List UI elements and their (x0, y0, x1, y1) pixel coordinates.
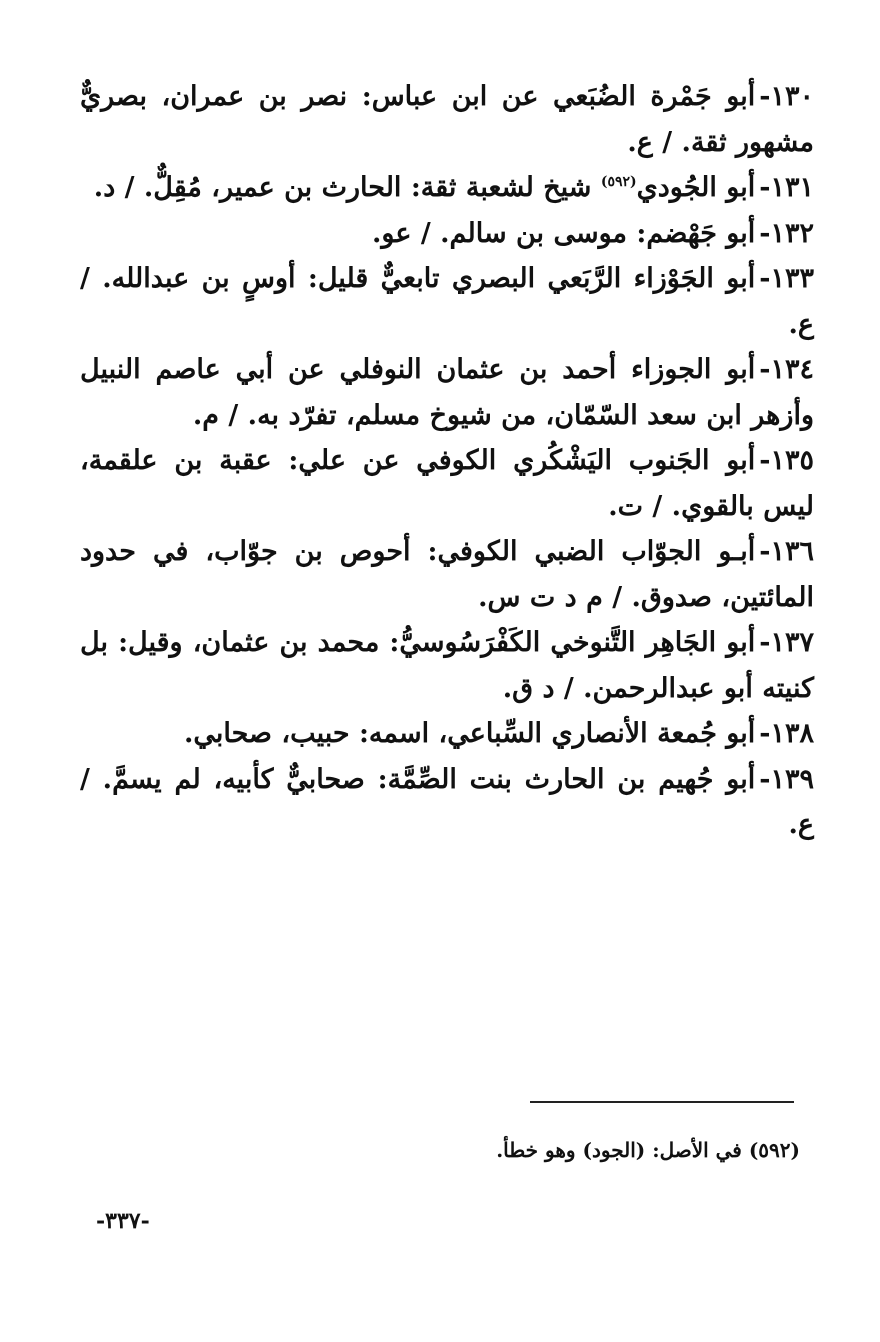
entry-number: ١٣٠- (759, 81, 814, 112)
entry-text-continued: شيخ لشعبة ثقة: الحارث بن عمير، مُقِلٌّ. / د. (93, 172, 601, 203)
entry-text: أبو الجَنوب اليَشْكُري الكوفي عن علي: عقبة بن علقمة، ليس بالقوي. / ت. (80, 445, 814, 522)
entry-number: ١٣١- (759, 172, 814, 203)
entries-list (80, 74, 814, 848)
entry-text: أبو الجَاهِر التَّنوخي الكَفْرَسُوسيُّ: محمد بن عثمان، وقيل: بل كنيته أبو عبدالرحمن. / د ق. (80, 627, 814, 704)
entry-137 (80, 620, 814, 711)
entry-text: أبو الجوزاء أحمد بن عثمان النوفلي عن أبي عاصم النبيل وأزهر ابن سعد السّمّان، من شيوخ مسلم، تفرّد به. / م. (80, 354, 814, 431)
footnote: (٥٩٢) في الأصل: (الجود) وهو خطأ. (496, 1138, 800, 1162)
entry-number: ١٣٧- (759, 627, 814, 658)
entry-text: أبو الجُودي (636, 172, 756, 203)
entry-139 (80, 757, 814, 848)
entry-text: أبـو الجوّاب الضبي الكوفي: أحوص بن جوّاب، في حدود المائتين، صدوق. / م د ت س. (80, 536, 814, 613)
entry-number: ١٣٣- (759, 263, 814, 294)
entry-131 (80, 165, 814, 211)
entry-number: ١٣٨- (759, 718, 814, 749)
entry-138 (80, 711, 814, 757)
entry-number: ١٣٥- (759, 445, 814, 476)
entry-136 (80, 529, 814, 620)
entry-text: أبو جَهْضم: موسى بن سالم. / عو. (372, 217, 756, 249)
entry-text: أبو جُهيم بن الحارث بنت الصِّمَّة: صحابيٌّ كأبيه، لم يسمَّ. / ع. (80, 763, 814, 840)
entry-number: ١٣٩- (759, 763, 814, 795)
entry-number: ١٣٤- (759, 354, 814, 385)
entry-number: ١٣٢- (759, 217, 814, 249)
page-number: -٣٣٧- (96, 1208, 150, 1234)
footnote-reference[interactable]: (٥٩٢) (600, 174, 637, 190)
entry-134 (80, 347, 814, 438)
footnote-divider (530, 1101, 794, 1103)
entry-133 (80, 256, 814, 347)
entry-text: أبو الجَوْزاء الرَّبَعي البصري تابعيٌّ قليل: أوسٍ بن عبدالله. / ع. (80, 263, 814, 340)
entry-132 (80, 211, 814, 257)
entry-text: أبو جَمْرة الضُبَعي عن ابن عباس: نصر بن عمران، بصريٌّ مشهور ثقة. / ع. (80, 81, 814, 158)
entry-number: ١٣٦- (759, 536, 814, 567)
entry-135 (80, 438, 814, 529)
entry-130 (80, 74, 814, 165)
entry-text: أبو جُمعة الأنصاري السِّباعي، اسمه: حبيب، صحابي. (183, 718, 756, 749)
